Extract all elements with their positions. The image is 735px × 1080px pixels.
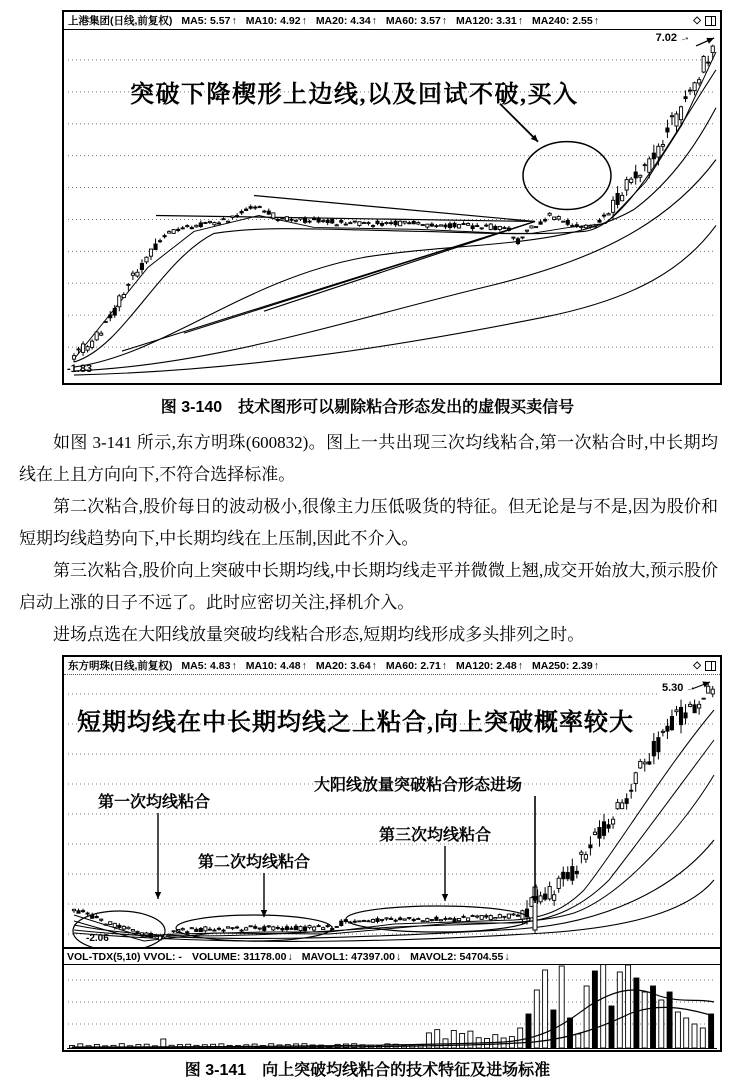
figure-3-140-chart xyxy=(62,10,722,385)
indicator-value: MAVOL1: 47397.00↓ xyxy=(301,950,402,963)
direction-arrow-icon: ↑ xyxy=(371,14,377,27)
direction-arrow-icon: ↓ xyxy=(395,950,402,963)
diamond-icon: ◇ xyxy=(693,14,701,26)
direction-arrow-icon: ↑ xyxy=(593,14,599,27)
direction-arrow-icon: ↑ xyxy=(301,14,307,27)
body-paragraph: 如图 3-141 所示,东方明珠(600832)。图上一共出现三次均线粘合,第一次粘合时,中长期均线在上且方向向下,不符合选择标准。 xyxy=(19,433,718,484)
fig1-caption-text: 技术图形可以剔除粘合形态发出的虚假买卖信号 xyxy=(238,399,575,416)
direction-arrow-icon: ↑ xyxy=(371,659,377,672)
direction-arrow-icon: ↑ xyxy=(231,659,237,672)
fig2-header xyxy=(64,657,720,675)
direction-arrow-icon: ↑ xyxy=(301,659,307,672)
diamond-icon: ◇ xyxy=(693,659,701,671)
fig2-annotation-second: 第二次均线粘合 xyxy=(198,854,311,871)
fig1-price-high-value: 7.02 xyxy=(655,32,677,44)
body-paragraph: 第二次粘合,股价每日的波动极小,很像主力压低吸货的特征。但无论是与不是,因为股价和短期均线趋势向下,中长期均线在上压制,因此不介入。 xyxy=(19,497,718,548)
fig2-price-high-label xyxy=(662,680,699,696)
fig1-stock-title: 上港集团(日线,前复权) xyxy=(68,15,173,27)
fig2-volume-indicator: VOL-TDX(5,10) VVOL: - xyxy=(67,950,182,963)
indicator-value: MA10: 4.92↑ xyxy=(245,14,307,27)
fig2-annotation-entry: 大阳线放量突破粘合形态进场 xyxy=(314,777,523,794)
fig2-price-pane xyxy=(64,675,720,947)
indicator-value: MA5: 4.83↑ xyxy=(181,659,237,672)
fig1-caption-number: 图 3-140 xyxy=(160,399,223,416)
indicator-value: MA250: 2.39↑ xyxy=(531,659,599,672)
direction-arrow-icon: ↑ xyxy=(517,659,523,672)
indicator-value: VOLUME: 31178.00↓ xyxy=(191,950,293,963)
indicator-value: MA20: 4.34↑ xyxy=(315,14,377,27)
direction-arrow-icon: ↓ xyxy=(287,950,293,963)
fig2-header-icons xyxy=(693,661,716,671)
fig2-caption-text: 向上突破均线粘合的技术特征及进场标准 xyxy=(262,1062,551,1079)
fig2-price-low-label: -2.06 xyxy=(86,933,109,944)
fig2-volume-values xyxy=(192,951,717,963)
body-paragraph: 第三次粘合,股价向上突破中长期均线,中长期均线走平并微微上翘,成交开始放大,预示股价启动上涨的日子不远了。此时应密切关注,择机介入。 xyxy=(19,561,718,612)
fig2-caption xyxy=(0,1057,735,1080)
indicator-value: MA5: 5.57↑ xyxy=(181,14,237,27)
indicator-value: MAVOL2: 54704.55↓ xyxy=(410,950,510,963)
fig1-caption xyxy=(0,394,735,417)
fig1-header xyxy=(64,12,720,30)
fig2-annotation-main: 短期均线在中长期均线之上粘合,向上突破概率较大 xyxy=(77,710,634,736)
fig1-plot-area xyxy=(64,30,720,381)
direction-arrow-icon: ↑ xyxy=(441,659,448,672)
body-paragraph: 进场点选在大阳线放量突破均线粘合形态,短期均线形成多头排列之时。 xyxy=(53,625,585,644)
window-icon xyxy=(705,16,716,26)
indicator-value: MA240: 2.55↑ xyxy=(531,14,599,27)
fig2-volume-header xyxy=(64,947,720,965)
fig2-price-high-value: 5.30 xyxy=(662,682,684,694)
figure-3-141-chart xyxy=(62,655,722,1052)
direction-arrow-icon: ↑ xyxy=(441,14,448,27)
direction-arrow-icon: ↑ xyxy=(231,14,237,27)
fig1-header-icons xyxy=(693,16,716,26)
fig1-price-low-label: -1.83 xyxy=(67,363,93,375)
fig2-ma-values xyxy=(181,660,684,672)
direction-arrow-icon: ↑ xyxy=(517,14,523,27)
fig1-price-high-label xyxy=(656,32,690,44)
fig1-ma-values xyxy=(181,15,684,27)
indicator-value: MA10: 4.48↑ xyxy=(245,659,307,672)
direction-arrow-icon: ↓ xyxy=(504,950,510,963)
direction-arrow-icon: ↑ xyxy=(593,659,599,672)
price-arrow-icon: → xyxy=(683,680,699,696)
price-arrow-icon: → xyxy=(677,30,692,46)
fig2-annotation-first: 第一次均线粘合 xyxy=(98,794,211,811)
fig1-annotation: 突破下降楔形上边线,以及回试不破,买入 xyxy=(130,82,579,108)
fig2-stock-title: 东方明珠(日线,前复权) xyxy=(68,660,173,672)
indicator-value: MA120: 2.48↑ xyxy=(456,659,523,672)
indicator-value: MA120: 3.31↑ xyxy=(456,14,523,27)
fig2-volume-pane xyxy=(64,965,720,1050)
fig2-volume-bars xyxy=(64,965,720,1050)
fig2-annotation-third: 第三次均线粘合 xyxy=(379,827,492,844)
indicator-value: MA60: 3.57↑ xyxy=(385,14,448,27)
body-text xyxy=(19,427,718,651)
indicator-value: MA20: 3.64↑ xyxy=(315,659,377,672)
indicator-value: MA60: 2.71↑ xyxy=(385,659,448,672)
window-icon xyxy=(705,661,716,671)
fig2-caption-number: 图 3-141 xyxy=(184,1062,247,1079)
